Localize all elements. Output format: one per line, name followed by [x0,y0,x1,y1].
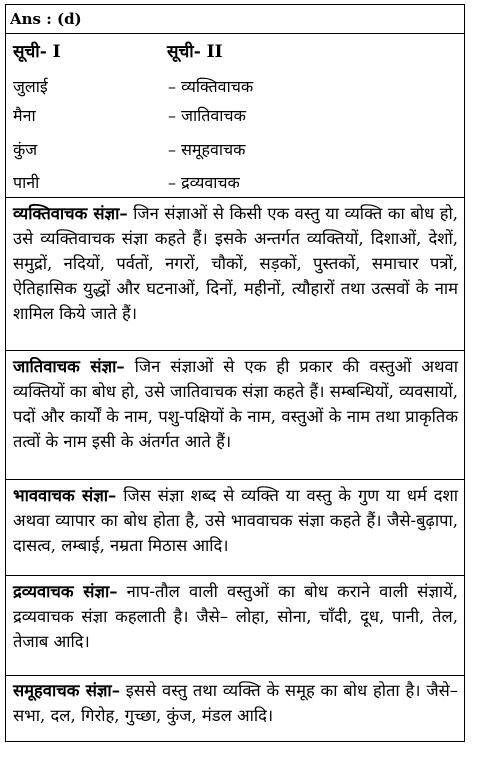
definition-paragraph [13,483,458,558]
match-left: मैना [13,106,36,125]
match-row [13,138,246,160]
list-1-header: सूची- I [13,42,61,62]
definition-term: समूहवाचक संज्ञा– [13,681,120,700]
definition-text: इससे वस्तु तथा व्यक्ति के समूह का बोध होता है। जैसे– सभा, दल, गिरोह, गुच्छा, कुंज, मंडल आदि। [13,681,458,725]
divider [6,575,464,576]
match-left: कुंज [13,140,38,159]
definition-paragraph [13,201,458,326]
divider [6,675,464,676]
match-row [13,171,240,193]
match-right: – समूहवाचक [168,140,246,159]
divider [6,350,464,351]
definition-paragraph [13,678,458,728]
divider [6,33,464,34]
answer-box [5,4,465,742]
definition-paragraph [13,354,458,454]
match-left: जुलाई [13,77,48,96]
match-left: पानी [13,173,40,192]
divider [6,479,464,480]
definition-text: नाप-तौल वाली वस्तुओं का बोध कराने वाली संज्ञायें, द्रव्यवाचक संज्ञा कहलाती है। जैसे– लोहा, सोना, चाँदी, दूध, पानी, तेल, तेजाब आदि। [13,582,458,651]
definition-text: जिन संज्ञाओं से एक ही प्रकार की वस्तुओं अथवा व्यक्तियों का बोध हो, उसे जातिवाचक संज्ञा कहते हैं। सम्बन्धियों, व्यवसायों, पदों और कार्यों के नाम, पशु-पक्षियों के नाम, वस्तुओं के नाम तथा प्राकृतिक तत्वों के नाम इसी के अंतर्गत आते हैं। [13,357,458,451]
match-row [13,75,254,97]
definition-term: द्रव्यवाचक संज्ञा– [13,582,118,601]
definition-paragraph [13,579,458,654]
list-2-header: सूची- II [167,42,223,62]
match-row [13,104,246,126]
definition-term: व्यक्तिवाचक संज्ञा– [13,204,128,223]
match-right: – व्यक्तिवाचक [168,77,254,96]
definition-term: भाववाचक संज्ञा– [13,486,117,505]
definition-term: जातिवाचक संज्ञा– [13,357,125,376]
match-right: – जातिवाचक [168,106,246,125]
definition-text: जिस संज्ञा शब्द से व्यक्ति या वस्तु के गुण या धर्म दशा अथवा व्यापार का बोध होता है, उसे भाववाचक संज्ञा कहते हैं। जैसे-बुढ़ापा, दासत्व, लम्बाई, नम्रता मिठास आदि। [13,486,458,555]
divider [6,197,464,198]
definition-text: जिन संज्ञाओं से किसी एक वस्तु या व्यक्ति का बोध हो, उसे व्यक्तिवाचक संज्ञा कहते हैं। इसके अन्तर्गत व्यक्तियों, दिशाओं, देशों, समुद्रों, नदियों, पर्वतों, नगरों, चौकों, सड़कों, पुस्तकों, समाचार पत्रों, ऐतिहासिक युद्धों और घटनाओं, दिनों, महीनों, त्यौहारों तथा उत्सवों के नाम शामिल किये जाते हैं। [13,204,458,323]
match-right: – द्रव्यवाचक [168,173,240,192]
answer-label: Ans : (d) [10,10,82,28]
